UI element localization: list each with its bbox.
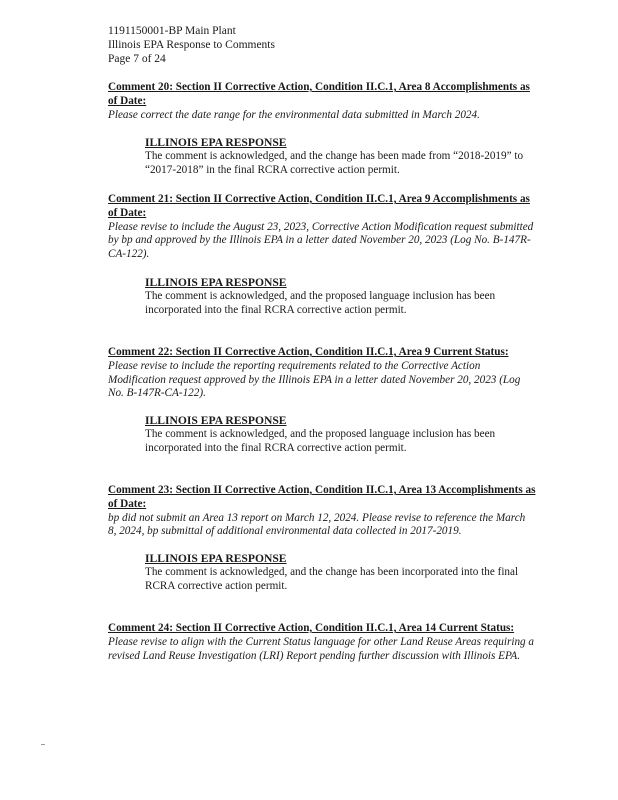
scan-mark	[41, 744, 45, 745]
response-heading: ILLINOIS EPA RESPONSE	[145, 552, 287, 565]
comment-24	[108, 622, 536, 663]
response-text: The comment is acknowledged, and the change has been made from “2018-2019” to “2017-2018” in the final RCRA corrective action permit.	[145, 149, 524, 176]
comment-heading: Comment 24: Section II Corrective Action, Condition II.C.1, Area 14 Current Status:	[108, 622, 515, 634]
comment-heading: Comment 21: Section II Corrective Action, Condition II.C.1, Area 9 Accomplishments as of Date:	[108, 193, 530, 219]
response-heading: ILLINOIS EPA RESPONSE	[145, 276, 287, 289]
comment-heading: Comment 20: Section II Corrective Action, Condition II.C.1, Area 8 Accomplishments as of Date:	[108, 81, 530, 107]
response-22	[145, 414, 540, 455]
comment-request: Please revise to include the reporting requirements related to the Corrective Action Modification request approved by the Illinois EPA in a letter dated November 20, 2023 (Log No. B-147R-CA-122).	[108, 359, 521, 400]
page-number: Page 7 of 24	[108, 53, 166, 65]
comment-heading: Comment 23: Section II Corrective Action, Condition II.C.1, Area 13 Accomplishments as of Date:	[108, 484, 536, 510]
comment-20	[108, 81, 536, 122]
comment-request: Please correct the date range for the environmental data submitted in March 2024.	[108, 108, 480, 121]
response-text: The comment is acknowledged, and the proposed language inclusion has been incorporated into the final RCRA corrective action permit.	[145, 427, 496, 454]
comment-request: bp did not submit an Area 13 report on March 12, 2024. Please revise to reference the March 8, 2024, bp submittal of additional environmental data collected in 2017-2019.	[108, 511, 526, 538]
comment-21	[108, 193, 536, 262]
response-20	[145, 136, 540, 177]
document-id: 1191150001-BP Main Plant	[108, 25, 236, 37]
comment-heading: Comment 22: Section II Corrective Action, Condition II.C.1, Area 9 Current Status:	[108, 346, 509, 358]
page-header	[108, 24, 275, 66]
document-title: Illinois EPA Response to Comments	[108, 39, 275, 51]
response-text: The comment is acknowledged, and the proposed language inclusion has been incorporated into the final RCRA corrective action permit.	[145, 289, 496, 316]
response-heading: ILLINOIS EPA RESPONSE	[145, 136, 287, 149]
comment-request: Please revise to align with the Current Status language for other Land Reuse Areas requiring a revised Land Reuse Investigation (LRI) Report pending further discussion with Illinois EPA.	[108, 635, 535, 662]
response-heading: ILLINOIS EPA RESPONSE	[145, 414, 287, 427]
response-23	[145, 552, 540, 593]
response-21	[145, 276, 540, 317]
response-text: The comment is acknowledged, and the change has been incorporated into the final RCRA corrective action permit.	[145, 565, 519, 592]
comment-22	[108, 346, 536, 401]
comment-23	[108, 484, 536, 539]
comment-request: Please revise to include the August 23, 2023, Corrective Action Modification request submitted by bp and approved by the Illinois EPA in a letter dated November 20, 2023 (Log No. B-147R-CA-122).	[108, 220, 534, 261]
